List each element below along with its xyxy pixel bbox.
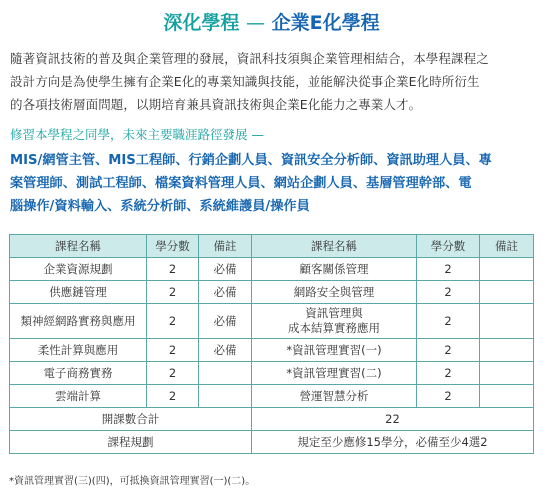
career-list [10, 149, 535, 218]
course-note [480, 304, 534, 339]
table-row [10, 258, 534, 281]
intro-line: 設計方向是為使學生擁有企業E化的專業知識與技能，並能解決從事企業E化時所衍生 [10, 74, 480, 89]
title-program-type: 深化學程 [163, 12, 240, 34]
header-credits: 學分數 [147, 235, 199, 258]
header-course-name: 課程名稱 [10, 235, 147, 258]
course-credits: 2 [417, 339, 480, 362]
course-name: 顧客關係管理 [252, 258, 417, 281]
intro-line: 隨著資訊技術的普及與企業管理的發展，資訊科技須與企業管理相結合，本學程課程之 [10, 51, 489, 66]
course-note [480, 385, 534, 408]
plan-row [10, 431, 534, 454]
course-table [9, 234, 534, 454]
course-note [480, 362, 534, 385]
course-name: *資訊管理實習(一) [252, 339, 417, 362]
course-name [252, 304, 417, 339]
course-name: 供應鏈管理 [10, 281, 147, 304]
career-line: MIS/網管主管、MIS工程師、行銷企劃人員、資訊安全分析師、資訊助理人員、專 [10, 153, 492, 168]
intro-paragraph [10, 47, 535, 116]
course-name: 雲端計算 [10, 385, 147, 408]
course-note: 必備 [199, 304, 252, 339]
table-row [10, 304, 534, 339]
course-credits: 2 [417, 258, 480, 281]
course-credits: 2 [147, 304, 199, 339]
course-note: 必備 [199, 339, 252, 362]
plan-label: 課程規劃 [10, 431, 252, 454]
course-credits: 2 [147, 339, 199, 362]
course-note [480, 281, 534, 304]
page-title [0, 10, 543, 36]
intro-line: 的各項技術層面問題，以期培育兼具資訊技術與企業E化能力之專業人才。 [10, 97, 422, 112]
course-note [199, 362, 252, 385]
course-credits: 2 [417, 281, 480, 304]
header-notes: 備註 [199, 235, 252, 258]
course-name: 電子商務實務 [10, 362, 147, 385]
course-name: 企業資源規劃 [10, 258, 147, 281]
course-credits: 2 [417, 362, 480, 385]
plan-value: 規定至少應修15學分，必備至少4選2 [252, 431, 534, 454]
total-label: 開課數合計 [10, 408, 252, 431]
title-program-name: 企業E化學程 [271, 12, 380, 34]
course-note: 必備 [199, 258, 252, 281]
title-dash: — [246, 12, 266, 34]
header-notes: 備註 [480, 235, 534, 258]
total-row [10, 408, 534, 431]
course-credits: 2 [147, 281, 199, 304]
course-name: 柔性計算與應用 [10, 339, 147, 362]
header-course-name: 課程名稱 [252, 235, 417, 258]
course-credits: 2 [147, 362, 199, 385]
course-note [480, 339, 534, 362]
course-note: 必備 [199, 281, 252, 304]
footnote: *資訊管理實習(三)(四)，可抵換資訊管理實習(一)(二)。 [9, 476, 256, 487]
course-note [480, 258, 534, 281]
table-row [10, 385, 534, 408]
career-line: 案管理師、測試工程師、檔案資料管理人員、網站企劃人員、基層管理幹部、電 [10, 176, 472, 191]
header-credits: 學分數 [417, 235, 480, 258]
table-row [10, 281, 534, 304]
course-credits: 2 [147, 385, 199, 408]
course-credits: 2 [417, 304, 480, 339]
course-credits: 2 [417, 385, 480, 408]
course-name: 類神經網路實務與應用 [10, 304, 147, 339]
career-line: 腦操作/資料輸入、系統分析師、系統維護員/操作員 [10, 199, 310, 214]
course-credits: 2 [147, 258, 199, 281]
total-value: 22 [252, 408, 534, 431]
course-name-line: 資訊管理與 [305, 306, 363, 320]
course-name: 營運智慧分析 [252, 385, 417, 408]
table-row [10, 339, 534, 362]
course-name: 網路安全與管理 [252, 281, 417, 304]
course-name: *資訊管理實習(二) [252, 362, 417, 385]
table-header-row [10, 235, 534, 258]
course-note [199, 385, 252, 408]
career-heading: 修習本學程之同學，未來主要職涯路徑發展 — [10, 127, 264, 142]
course-name-line: 成本結算實務應用 [288, 321, 380, 335]
table-row [10, 362, 534, 385]
